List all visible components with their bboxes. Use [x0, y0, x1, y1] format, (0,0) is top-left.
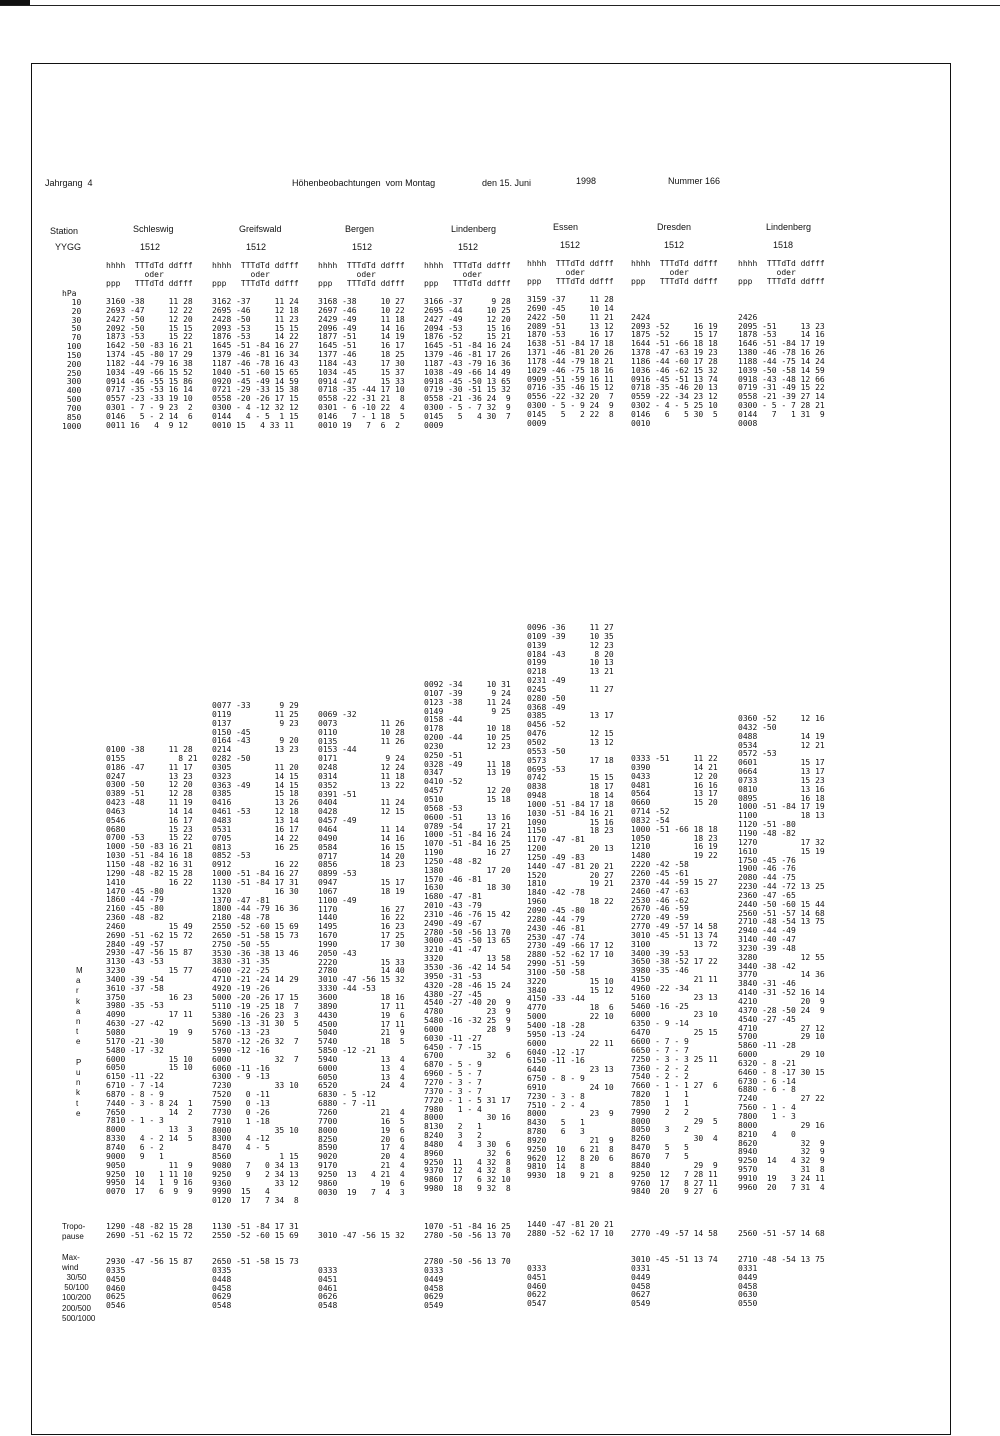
standard-levels: 2424 2093 -52 16 19 1875 -52 15 17 1644 -51 -66 18 18 1378 -47 -63 19 23 1186 -44 -60 17 28 1036 -46 -62 15 32 0916 -45 -51 13 74 0718 -35 -46 20 13 0559 -22 -34 23 12 0302 - 4 - 5 25 10 0146 6 5 30 5 0010	[631, 312, 718, 428]
max-wind: 2780 -50 -56 13 70 0333 0449 0458 0629 0549	[424, 1257, 511, 1311]
station-name: Bergen	[345, 224, 375, 234]
station-yygg: 1512	[246, 242, 267, 252]
tropopause: 2560 -51 -57 14 68	[738, 1228, 825, 1238]
max-wind: 3010 -45 -51 13 74 0331 0449 0458 0627 0549	[631, 1255, 718, 1309]
scan-edge-line	[0, 5, 1000, 6]
significant-points: 0077 -33 9 29 0119 11 25 0137 9 23 0150 -45 0164 -43 9 20 0214 13 23 0282 -50 0305 11 20 0323 14 15 0363 -49 14 15 0385 15 18 0416 13 26 0461 -53 12 18 0483 13 14 0531 16 17 0705 14 22 0813 16 25 0852 -53 0912 16 22 1000 -51 -84 16 27 1130 -51 -84 17 31 1320 16 30 1370 -47 -81 1800 -44 -79 16 36 2180 -48 -78 2550 -52 -60 15 69 2650 -51 -58 15 73 2750 -50 -55 3530 -36 -38 13 46 3830 -31 -35 4600 -22 -25 4710 -21 -24 14 29 4920 -19 -26 5000 -20 -26 17 15 5110 -19 -25 18 7 5380 -16 -26 23 3 5690 -13 -31 30 5 5760 -13 -23 5870 -12 -26 32 7 5990 -12 -16 6000 32 7 6060 -11 -16 6300 - 9 -13 7230 33 10 7520 0 -11 7590 0 -13 7730 0 -26 7910 1 -18 8000 35 10 8300 4 -12 8470 4 - 5 8560 1 15 9080 7 0 34 13 9250 9 2 34 13 9360 33 12 9990 15 4 0120 17 7 34 8	[212, 701, 299, 1206]
significant-points: 0100 -38 11 28 0155 8 21 0186 -47 11 17 0247 13 23 0300 -50 12 20 0389 -51 12 28 0423 -48 11 19 0463 14 14 0546 16 17 0680 15 23 0700 -53 15 22 1000 -50 -83 16 21 1030 -51 -84 16 18 1150 -48 -82 16 31 1290 -48 -82 15 28 1410 16 22 1470 -45 -80 1860 -44 -79 2160 -45 -80 2360 -48 -82 2460 15 49 2690 -51 -62 15 72 2840 -49 -57 2930 -47 -56 15 87 3130 -43 -53 3230 15 77 3400 -39 -54 3610 -37 -58 3750 16 23 3980 -35 -53 4090 17 11 4630 -27 -42 5080 19 9 5170 -21 -30 5480 -17 -32 6000 15 10 6050 15 10 6150 -11 -22 6710 - 7 -14 6870 - 8 - 9 7440 - 3 - 8 24 1 7650 14 2 7810 - 1 - 3 8000 13 3 8330 4 - 2 14 5 8740 6 - 2 9000 9 1 9050 11 9 9250 10 1 11 10 9950 14 1 9 16 0070 17 6 9 9	[106, 745, 198, 1197]
tropopause: 1290 -48 -82 15 28 2690 -51 -62 15 72	[106, 1222, 193, 1240]
column-header: hhhh TTTdTd ddfff oder ppp TTTdTd ddfff	[738, 259, 825, 286]
column-header: hhhh TTTdTd ddfff oder ppp TTTdTd ddfff	[106, 261, 193, 288]
pressure-levels: hPa 10 20 30 50 70 100 150 200 250 300 400 500 700 850 1000	[62, 289, 82, 431]
max-wind: 2650 -51 -58 15 73 0335 0448 0458 0629 0548	[212, 1257, 299, 1311]
date-label: den 15. Juni	[482, 178, 532, 188]
station-name: Dresden	[657, 222, 692, 232]
standard-levels: 2426 2095 -51 13 23 1878 -53 14 16 1646 -51 -84 17 19 1380 -46 -78 16 26 1188 -44 -75 14 24 1039 -50 -58 14 59 0918 -43 -48 12 66 0719 -31 -49 15 22 0558 -21 -39 27 14 0300 - 5 - 7 28 21 0144 7 1 31 9 0008	[738, 312, 825, 428]
markante-punkte-label: M a r k a n t e P u n k t e	[76, 966, 83, 1118]
column-header: hhhh TTTdTd ddfff oder ppp TTTdTd ddfff	[424, 261, 511, 288]
station-name: Lindenberg	[451, 224, 497, 234]
standard-levels: 3168 -38 10 27 2697 -46 10 22 2429 -49 11 18 2096 -49 14 16 1877 -51 14 19 1645 -51 16 17 1377 -46 18 25 1184 -43 17 30 1034 -45 15 37 0914 -47 15 33 0718 -35 -44 17 10 0558 -22 -31 21 8 0301 - 6 -10 22 4 0146 7 - 1 18 5 0010 19 7 6 2	[318, 297, 405, 430]
station-name: Lindenberg	[766, 222, 812, 232]
significant-points: 0096 -36 11 27 0109 -39 10 35 0139 12 23 0184 -43 8 20 0199 10 13 0218 13 21 0231 -49 0245 11 27 0280 -50 0368 -49 0385 13 17 0456 -52 0476 12 15 0502 13 12 0553 -50 0573 17 18 0695 -53 0742 15 15 0838 18 17 0948 18 14 1000 -51 -84 17 18 1030 -51 -84 16 21 1090 15 16 1150 18 23 1170 -47 -81 1200 20 13 1250 -49 -83 1440 -47 -81 20 21 1520 20 27 1810 19 21 1840 -42 -78 1960 18 22 2090 -45 -80 2280 -44 -79 2430 -46 -81 2530 -47 -74 2730 -49 -66 17 12 2880 -52 -62 17 10 2990 -51 -59 3100 -50 -58 3220 15 10 3840 15 12 4150 -33 -44 4770 18 6 5000 22 10 5400 -18 -28 5950 -13 -24 6000 22 11 6040 -12 -17 6150 -11 -16 6440 23 13 6750 - 8 - 9 6910 24 10 7230 - 3 - 8 7510 - 2 - 4 8000 23 9 8430 5 1 8780 6 3 8920 21 9 9250 10 6 21 8 9620 12 8 20 6 9810 14 8 9930 18 9 21 8	[527, 623, 614, 1181]
max-wind: 0333 0451 0460 0622 0547	[527, 1263, 547, 1309]
column-header: hhhh TTTdTd ddfff oder ppp TTTdTd ddfff	[631, 259, 718, 286]
significant-points: 0333 -51 11 22 0390 14 21 0433 12 20 0481 16 16 0564 13 17 0660 15 20 0714 -52 0832 -54 1000 -51 -66 18 18 1050 18 23 1210 16 19 1480 19 22 2220 -42 -58 2260 -45 -61 2370 -44 -59 15 27 2460 -47 -63 2530 -46 -62 2670 -46 -59 2720 -49 -59 2770 -49 -57 14 58 3010 -45 -51 13 74 3100 13 72 3400 -39 -53 3650 -38 -52 17 22 3980 -35 -46 4150 21 11 4960 -22 -34 5160 23 13 5460 -16 -25 6000 23 10 6350 - 9 -14 6470 25 15 6600 - 7 - 9 6650 - 7 - 7 7250 - 3 - 3 25 11 7360 - 2 - 2 7540 - 2 - 2 7660 - 1 - 1 27 6 7820 1 1 7850 1 1 7990 2 2 8000 29 5 8050 3 2 8260 30 4 8470 5 5 8670 7 5 8840 29 9 9250 12 7 28 11 9760 17 8 27 11 9840 20 9 27 6	[631, 754, 718, 1197]
station-yygg: 1512	[560, 240, 581, 250]
standard-levels: 3166 -37 9 28 2695 -44 10 25 2427 -49 12 20 2094 -53 15 16 1876 -52 15 21 1645 -51 -84 16 24 1379 -46 -81 17 26 1187 -43 -79 16 36 1038 -49 -66 14 49 0918 -45 -50 13 65 0719 -30 -51 15 32 0558 -21 -36 24 9 0300 - 5 - 7 32 9 0145 5 4 30 7 0009	[424, 297, 511, 430]
max-wind: 2930 -47 -56 15 87 0335 0450 0460 0625 0546	[106, 1257, 193, 1311]
station-yygg: 1512	[140, 242, 161, 252]
significant-points: 0092 -34 10 31 0107 -39 9 24 0123 -38 11 24 0149 9 25 0158 -44 0178 10 18 0200 -44 10 25 0230 12 23 0250 -51 0328 -49 11 18 0347 13 19 0410 -52 0457 12 20 0510 15 18 0568 -53 0600 -51 13 16 0789 -54 17 21 1000 -51 -84 16 24 1070 -51 -84 16 25 1190 16 27 1250 -48 -82 1380 17 20 1570 -46 -81 1630 18 30 1680 -47 -81 2010 -43 -79 2310 -46 -76 15 42 2490 -49 -67 2780 -50 -56 13 70 3000 -45 -50 13 65 3210 -41 -47 3320 13 58 3530 -36 -42 14 54 3950 -31 -53 4320 -28 -46 15 24 4380 -27 -45 4540 -27 -40 20 9 4780 23 9 5480 -16 -32 25 9 6000 28 9 6030 -11 -27 6450 - 7 -15 6700 32 6 6870 - 5 - 9 6960 - 5 - 7 7270 - 3 - 7 7370 - 3 - 7 7720 - 1 - 5 31 17 7980 1 - 4 8000 30 16 8130 2 1 8240 3 2 8480 4 3 30 6 8960 32 6 9250 11 4 32 8 9370 12 4 32 8 9860 17 6 32 10 9980 18 9 32 8	[424, 680, 511, 1194]
tropopause: 1070 -51 -84 16 25 2780 -50 -56 13 70	[424, 1222, 511, 1240]
tropopause: 1440 -47 -81 20 21 2880 -52 -62 17 10	[527, 1220, 614, 1238]
tropopause: 2770 -49 -57 14 58	[631, 1228, 718, 1238]
number-label: Nummer 166	[668, 176, 721, 186]
column-header: hhhh TTTdTd ddfff oder ppp TTTdTd ddfff	[527, 259, 614, 286]
column-header: hhhh TTTdTd ddfff oder ppp TTTdTd ddfff	[318, 261, 405, 288]
station-name: Greifswald	[239, 224, 282, 234]
station-label: Station	[50, 226, 79, 236]
max-wind: 0333 0451 0461 0626 0548	[318, 1265, 338, 1311]
significant-points: 0360 -52 12 16 0432 -50 0488 14 19 0534 12 21 0572 -53 0601 15 17 0664 13 17 0733 15 23 0810 13 16 0895 16 18 1000 -51 -84 17 19 1100 18 13 1120 -51 -80 1190 -48 -82 1270 17 32 1610 15 19 1750 -45 -76 1900 -46 -76 2080 -44 -75 2230 -44 -72 13 25 2360 -47 -65 2440 -50 -60 15 44 2560 -51 -57 14 68 2710 -48 -54 13 75 2940 -44 -49 3140 -40 -47 3230 -39 -48 3280 12 55 3440 -38 -42 3770 14 36 3840 -31 -46 4140 -31 -52 16 14 4210 20 9 4370 -28 -50 24 9 4540 -27 -45 4710 27 12 5700 29 10 5860 -11 -28 6000 29 10 6320 - 8 -21 6460 - 8 -17 30 15 6730 - 6 -14 6880 - 6 - 8 7240 27 22 7560 - 1 - 4 7800 1 - 3 8000 29 16 8210 4 0 8620 32 9 8940 32 9 9250 14 4 32 9 9570 31 8 9910 19 3 24 11 9960 20 7 31 4	[738, 714, 825, 1192]
jahrgang-label: Jahrgang 4	[45, 178, 93, 188]
standard-levels: 3162 -37 11 24 2695 -46 12 18 2428 -50 11 23 2093 -53 15 15 1876 -53 14 22 1645 -51 -84 16 27 1379 -46 -81 16 34 1187 -46 -78 16 43 1040 -51 -60 15 65 0920 -45 -49 14 59 0721 -29 -33 15 38 0558 -20 -26 17 15 0300 - 4 -12 32 12 0144 4 - 5 1 15 0010 15 4 33 11	[212, 297, 299, 430]
tropopause: 1130 -51 -84 17 31 2550 -52 -60 15 69	[212, 1222, 299, 1240]
year-label: 1998	[576, 176, 597, 186]
standard-levels: 3159 -37 11 28 2690 -45 10 14 2422 -50 11 21 2089 -51 13 12 1870 -53 16 17 1638 -51 -84 17 18 1371 -46 -81 20 26 1178 -44 -79 18 21 1029 -46 -75 18 16 0909 -51 -59 16 11 0716 -35 -46 15 12 0556 -22 -32 20 7 0300 - 5 - 9 24 9 0145 5 2 22 8 0009	[527, 295, 614, 428]
bottom-labels: Tropo- pause Max- wind 30/50 50/100 100/200 200/500 500/1000	[62, 1222, 96, 1323]
station-name: Essen	[553, 222, 579, 232]
station-name: Schleswig	[133, 224, 174, 234]
station-yygg: 1512	[458, 242, 479, 252]
yygg-label: YYGG	[55, 242, 82, 252]
page-title: Höhenbeobachtungen vom Montag	[292, 178, 436, 188]
tropopause: 3010 -47 -56 15 32	[318, 1230, 405, 1240]
max-wind: 2710 -48 -54 13 75 0331 0449 0458 0630 0550	[738, 1255, 825, 1309]
station-yygg: 1512	[664, 240, 685, 250]
standard-levels: 3160 -38 11 28 2693 -47 12 22 2427 -50 12 20 2092 -50 15 15 1873 -53 15 22 1642 -50 -83 16 21 1374 -45 -80 17 29 1182 -44 -79 16 38 1034 -49 -66 15 52 0914 -46 -55 15 86 0717 -35 -53 16 14 0557 -23 -33 19 10 0301 - 7 - 9 23 2 0146 5 - 2 14 6 0011 16 4 9 12	[106, 297, 193, 430]
station-yygg: 1518	[773, 240, 794, 250]
station-yygg: 1512	[352, 242, 373, 252]
significant-points: 0069 -32 0073 11 26 0110 10 28 0135 11 26 0153 -44 0171 9 24 0248 12 24 0314 11 18 0352 13 22 0391 -51 0404 11 24 0428 12 15 0457 -49 0464 11 14 0490 14 16 0584 16 15 0717 14 20 0856 18 23 0899 -53 0947 15 17 1067 18 19 1100 -49 1170 16 27 1440 16 22 1495 16 23 1670 17 25 1990 17 30 2050 -43 2220 15 33 2780 14 40 3010 -47 -56 15 32 3330 -44 -53 3600 18 16 3890 17 11 4430 19 6 4500 17 11 5040 21 9 5740 18 5 5850 -12 -21 5940 13 4 6000 13 4 6050 13 4 6520 24 4 6830 - 5 -12 6880 - 7 -11 7260 21 4 7700 16 5 8000 19 6 8250 20 6 8590 17 4 9020 20 4 9170 21 4 9250 13 4 21 4 9860 19 6 0030 19 7 4 3	[318, 710, 405, 1197]
column-header: hhhh TTTdTd ddfff oder ppp TTTdTd ddfff	[212, 261, 299, 288]
